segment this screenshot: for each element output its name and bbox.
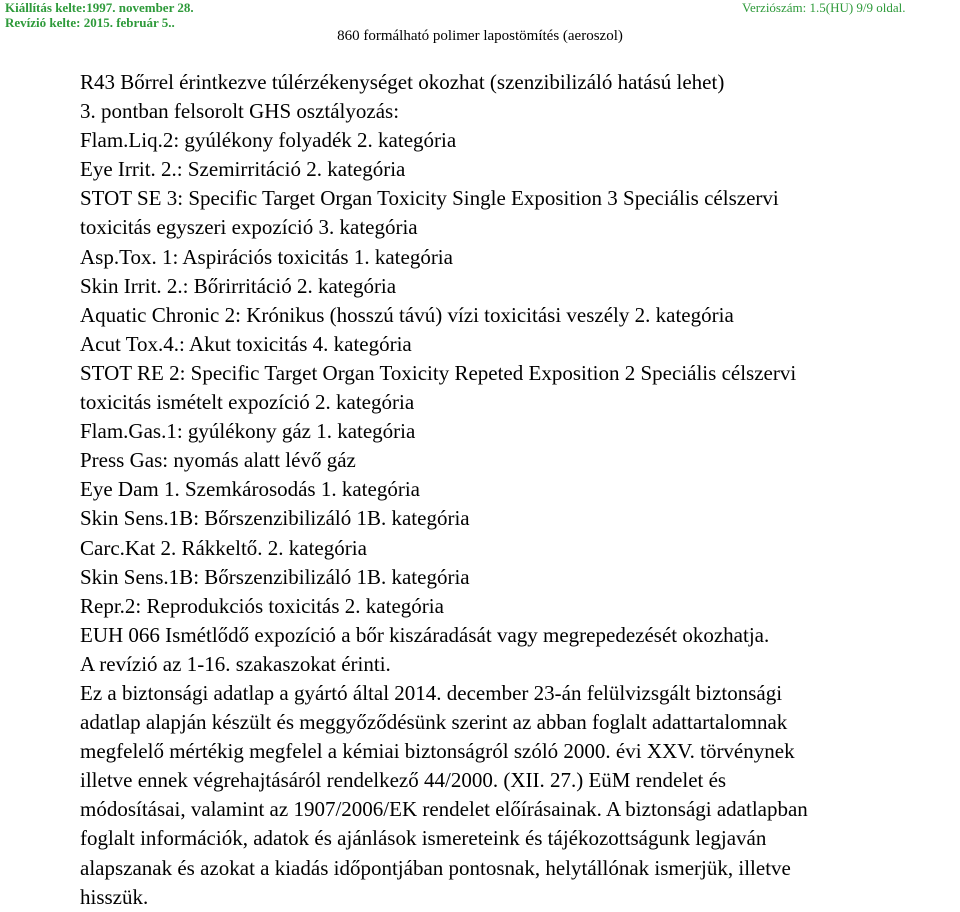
body-line: Carc.Kat 2. Rákkeltő. 2. kategória [80, 535, 367, 560]
body-line: Skin Sens.1B: Bőrszenzibilizáló 1B. kategória [80, 506, 470, 531]
body-line: Flam.Gas.1: gyúlékony gáz 1. kategória [80, 419, 416, 444]
body-line: Acut Tox.4.: Akut toxicitás 4. kategória [80, 331, 412, 356]
body-line: Eye Dam 1. Szemkárosodás 1. kategória [80, 477, 420, 502]
body-line: illetve ennek végrehajtásáról rendelkező 44/2000. (XII. 27.) EüM rendelet és [80, 768, 727, 793]
body-line: toxicitás egyszeri expozíció 3. kategória [80, 215, 418, 240]
body-line: adatlap alapján készült és meggyőződésünk szerint az abban foglalt adattartalomnak [80, 710, 788, 735]
document-body [80, 68, 950, 912]
body-line: STOT RE 2: Specific Target Organ Toxicity Repeted Exposition 2 Speciális célszervi [80, 360, 797, 385]
body-line: Ez a biztonsági adatlap a gyártó által 2014. december 23-án felülvizsgált biztonsági [80, 680, 783, 705]
body-line: toxicitás ismételt expozíció 2. kategória [80, 390, 415, 415]
body-line: Eye Irrit. 2.: Szemirritáció 2. kategória [80, 157, 406, 182]
body-line: megfelelő mértékig megfelel a kémiai biztonságról szóló 2000. évi XXV. törvénynek [80, 739, 795, 764]
body-line: Aquatic Chronic 2: Krónikus (hosszú távú) vízi toxicitási veszély 2. kategória [80, 302, 734, 327]
version-page-indicator: Verziószám: 1.5(HU) 9/9 oldal. [742, 0, 906, 15]
body-line: foglalt információk, adatok és ajánlások ismereteink és tájékozottságunk legjaván [80, 826, 767, 851]
body-line: Skin Sens.1B: Bőrszenzibilizáló 1B. kategória [80, 564, 470, 589]
body-line: módosításai, valamint az 1907/2006/EK rendelet előírásainak. A biztonsági adatlapban [80, 797, 808, 822]
body-line: 3. pontban felsorolt GHS osztályozás: [80, 99, 400, 124]
body-line: alapszanak és azokat a kiadás időpontjában pontosnak, helytállónak ismerjük, illetve [80, 855, 791, 880]
document-title: 860 formálható polimer lapostömítés (aeroszol) [337, 28, 623, 44]
body-line: EUH 066 Ismétlődő expozíció a bőr kiszáradását vagy megrepedezését okozhatja. [80, 622, 770, 647]
revision-date: Revízió kelte: 2015. február 5.. [5, 15, 175, 30]
body-line: hisszük. [80, 884, 149, 909]
body-line: Repr.2: Reprodukciós toxicitás 2. kategória [80, 593, 444, 618]
issue-date: Kiállítás kelte:1997. november 28. [5, 0, 194, 15]
body-line: A revízió az 1-16. szakaszokat érinti. [80, 651, 391, 676]
body-line: Press Gas: nyomás alatt lévő gáz [80, 448, 356, 473]
body-line: Flam.Liq.2: gyúlékony folyadék 2. kategória [80, 128, 457, 153]
body-line: STOT SE 3: Specific Target Organ Toxicity Single Exposition 3 Speciális célszervi [80, 186, 779, 211]
body-line: Asp.Tox. 1: Aspirációs toxicitás 1. kategória [80, 244, 453, 269]
body-line: R43 Bőrrel érintkezve túlérzékenységet okozhat (szenzibilizáló hatású lehet) [80, 70, 725, 94]
body-line: Skin Irrit. 2.: Bőrirritáció 2. kategória [80, 273, 397, 298]
